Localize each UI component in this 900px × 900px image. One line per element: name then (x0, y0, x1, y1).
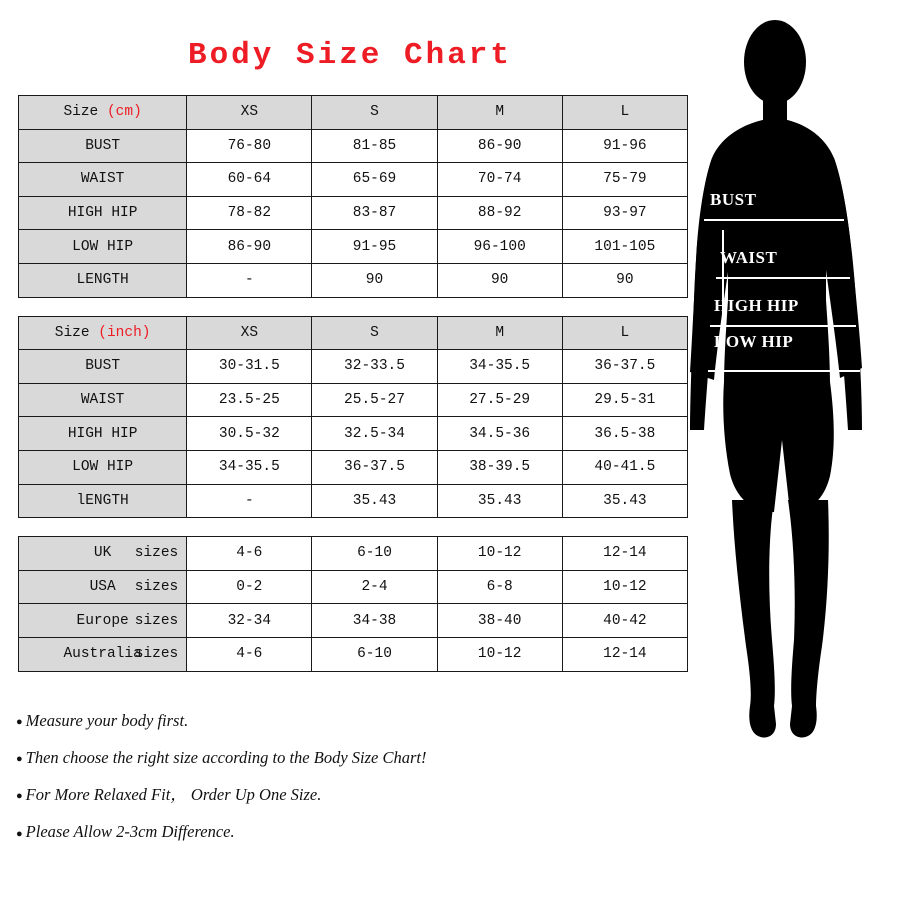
cell: 38-39.5 (437, 450, 562, 484)
notes-list (16, 712, 676, 861)
cell: 0-2 (187, 570, 312, 604)
cell: 6-10 (312, 637, 437, 671)
size-label: Size (63, 104, 99, 121)
cell: 29.5-31 (562, 383, 687, 417)
cell: 81-85 (312, 129, 437, 163)
cell: 60-64 (187, 163, 312, 197)
cell: 36.5-38 (562, 417, 687, 451)
page-title: Body Size Chart (187, 38, 513, 73)
region-label: Europe (76, 612, 129, 629)
list-item (16, 786, 676, 804)
size-table-cm (18, 95, 688, 298)
table-row (19, 450, 688, 484)
row-label-low-hip: LOW HIP (19, 450, 187, 484)
col-header-m: M (437, 316, 562, 350)
region-label: USA (89, 579, 116, 596)
cell: 10-12 (437, 537, 562, 571)
bullet-icon: ● (16, 827, 23, 840)
note-text: Measure your body first. (25, 711, 189, 730)
col-header-s: S (312, 316, 437, 350)
region-label: Australia (63, 646, 142, 663)
cell: 32-33.5 (312, 350, 437, 384)
figure-label-bust: BUST (710, 190, 757, 209)
row-label-usa (19, 570, 187, 604)
table-header-row (19, 316, 688, 350)
col-header-s: S (312, 96, 437, 130)
row-label-australia (19, 637, 187, 671)
unit-label-cm: (cm) (106, 104, 142, 121)
cell: 88-92 (437, 196, 562, 230)
cell: 2-4 (312, 570, 437, 604)
high-hip-guide-line (710, 325, 856, 327)
col-header-l: L (562, 316, 687, 350)
cell: 86-90 (187, 230, 312, 264)
cell: 35.43 (312, 484, 437, 518)
bust-guide-line (704, 219, 844, 221)
table-row (19, 383, 688, 417)
table-header-size-inch (19, 316, 187, 350)
cell: 34-38 (312, 604, 437, 638)
size-table-inch (18, 316, 688, 519)
cell: 23.5-25 (187, 383, 312, 417)
cell: 4-6 (187, 537, 312, 571)
cell: 90 (437, 263, 562, 297)
col-header-m: M (437, 96, 562, 130)
table-row (19, 263, 688, 297)
cell: 83-87 (312, 196, 437, 230)
cell: 4-6 (187, 637, 312, 671)
cell: 36-37.5 (562, 350, 687, 384)
sizes-label: sizes (134, 612, 179, 629)
cell: 101-105 (562, 230, 687, 264)
cell: 65-69 (312, 163, 437, 197)
cell: 34-35.5 (187, 450, 312, 484)
cell: 35.43 (437, 484, 562, 518)
table-row (19, 230, 688, 264)
cell: 12-14 (562, 537, 687, 571)
note-text: Please Allow 2-3cm Difference. (25, 822, 235, 842)
unit-label-inch: (inch) (98, 324, 151, 341)
table-row (19, 196, 688, 230)
cell: 34.5-36 (437, 417, 562, 451)
body-figure (670, 0, 900, 760)
row-label-length: lENGTH (19, 484, 187, 518)
cell: 86-90 (437, 129, 562, 163)
table-spacer (18, 518, 688, 536)
cell: 40-41.5 (562, 450, 687, 484)
sizes-label: sizes (134, 545, 179, 562)
cell: 40-42 (562, 604, 687, 638)
cell: 10-12 (437, 637, 562, 671)
cell: 32-34 (187, 604, 312, 638)
cell: 96-100 (437, 230, 562, 264)
row-label-low-hip: LOW HIP (19, 230, 187, 264)
cell: 78-82 (187, 196, 312, 230)
table-row (19, 350, 688, 384)
cell: 91-96 (562, 129, 687, 163)
list-item (16, 749, 676, 767)
row-label-bust: BUST (19, 129, 187, 163)
cell: 35.43 (562, 484, 687, 518)
row-label-europe (19, 604, 187, 638)
figure-label-high-hip: HIGH HIP (714, 296, 799, 315)
table-row (19, 570, 688, 604)
cell: 36-37.5 (312, 450, 437, 484)
cell: 38-40 (437, 604, 562, 638)
cell: 34-35.5 (437, 350, 562, 384)
col-header-l: L (562, 96, 687, 130)
cell: - (187, 263, 312, 297)
cell: 90 (312, 263, 437, 297)
table-header-size-cm (19, 96, 187, 130)
waist-guide-line (716, 277, 850, 279)
table-row (19, 129, 688, 163)
row-label-waist: WAIST (19, 163, 187, 197)
row-label-bust: BUST (19, 350, 187, 384)
note-text: For More Relaxed Fit， Order Up One Size. (25, 785, 322, 805)
cell: 93-97 (562, 196, 687, 230)
cell: 12-14 (562, 637, 687, 671)
region-label: UK (93, 545, 112, 562)
cell: 70-74 (437, 163, 562, 197)
cell: 90 (562, 263, 687, 297)
cell: 6-10 (312, 537, 437, 571)
table-row (19, 637, 688, 671)
sizes-label: sizes (134, 579, 179, 596)
bullet-icon: ● (16, 753, 23, 766)
size-tables (18, 95, 688, 672)
cell: 75-79 (562, 163, 687, 197)
list-item (16, 823, 676, 841)
table-header-row (19, 96, 688, 130)
table-spacer (18, 298, 688, 316)
cell: 10-12 (562, 570, 687, 604)
sizes-label: sizes (134, 646, 179, 663)
cell: 6-8 (437, 570, 562, 604)
list-item (16, 712, 676, 730)
table-row (19, 417, 688, 451)
table-row (19, 537, 688, 571)
figure-label-waist: WAIST (720, 248, 778, 267)
figure-label-low-hip: LOW HIP (714, 332, 794, 351)
bullet-icon: ● (16, 790, 23, 803)
row-label-waist: WAIST (19, 383, 187, 417)
table-row (19, 163, 688, 197)
row-label-high-hip: HIGH HIP (19, 196, 187, 230)
cell: 30-31.5 (187, 350, 312, 384)
row-label-length: LENGTH (19, 263, 187, 297)
cell: 91-95 (312, 230, 437, 264)
cell: 30.5-32 (187, 417, 312, 451)
note-text: Then choose the right size according to the Body Size Chart! (25, 748, 427, 768)
bullet-icon: ● (16, 716, 23, 729)
cell: 25.5-27 (312, 383, 437, 417)
table-row (19, 484, 688, 518)
low-hip-guide-line (708, 370, 860, 372)
size-table-regional (18, 536, 688, 671)
cell: 76-80 (187, 129, 312, 163)
row-label-high-hip: HIGH HIP (19, 417, 187, 451)
col-header-xs: XS (187, 96, 312, 130)
female-silhouette-icon (670, 0, 900, 760)
col-header-xs: XS (187, 316, 312, 350)
cell: 27.5-29 (437, 383, 562, 417)
row-label-uk (19, 537, 187, 571)
size-label: Size (54, 324, 90, 341)
cell: 32.5-34 (312, 417, 437, 451)
cell: - (187, 484, 312, 518)
table-row (19, 604, 688, 638)
